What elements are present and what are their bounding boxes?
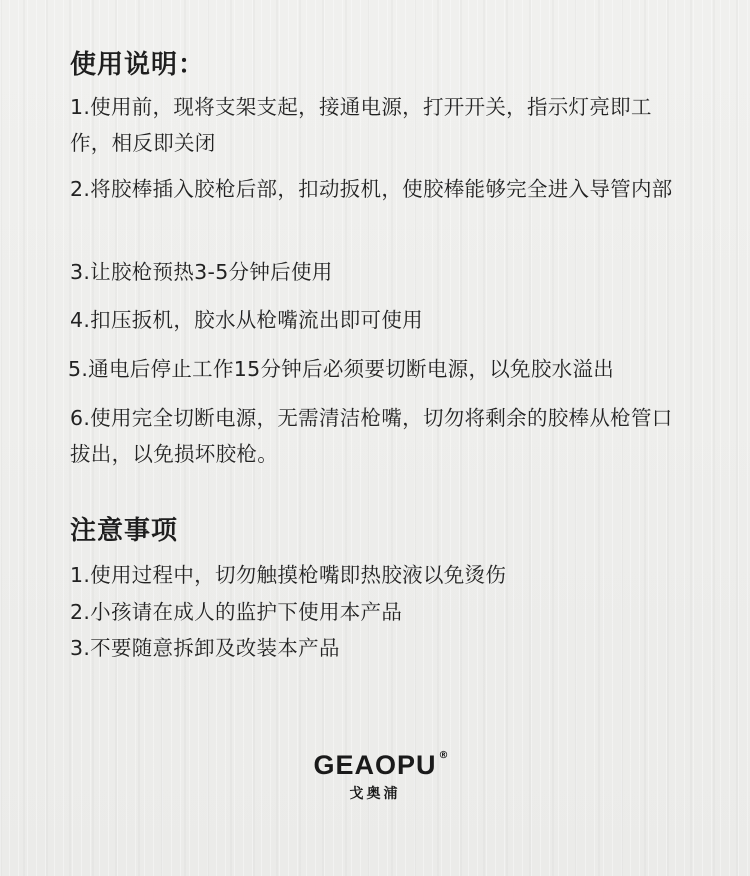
instruction-item-2: 2.将胶棒插入胶枪后部，扣动扳机，使胶棒能够完全进入导管内部 — [70, 177, 673, 201]
brand-chinese-name: 戈奥浦 — [349, 786, 401, 802]
instructions-title: 使用说明： — [70, 50, 206, 80]
precaution-item-2: 2.小孩请在成人的监护下使用本产品 — [70, 600, 403, 624]
precaution-item-3: 3.不要随意拆卸及改装本产品 — [70, 636, 340, 660]
instruction-item-1: 1.使用前，现将支架支起，接通电源，打开开关，指示灯亮即工作，相反即关闭 — [70, 95, 652, 155]
brand-logo — [0, 750, 750, 803]
instruction-item-5: 5.通电后停止工作15分钟后必须要切断电源，以免胶水溢出 — [68, 357, 615, 381]
precautions-title: 注意事项 — [70, 516, 179, 546]
brand-logo-text: GEAOPU — [313, 750, 437, 780]
instruction-item-3: 3.让胶枪预热3-5分钟后使用 — [70, 260, 333, 284]
registered-trademark-icon: ® — [438, 750, 449, 761]
instruction-item-4: 4.扣压扳机，胶水从枪嘴流出即可使用 — [70, 308, 423, 332]
precaution-item-1: 1.使用过程中，切勿触摸枪嘴即热胶液以免烫伤 — [70, 563, 507, 587]
instruction-item-6: 6.使用完全切断电源，无需清洁枪嘴，切勿将剩余的胶棒从枪管口拔出，以免损坏胶枪。 — [70, 406, 673, 466]
